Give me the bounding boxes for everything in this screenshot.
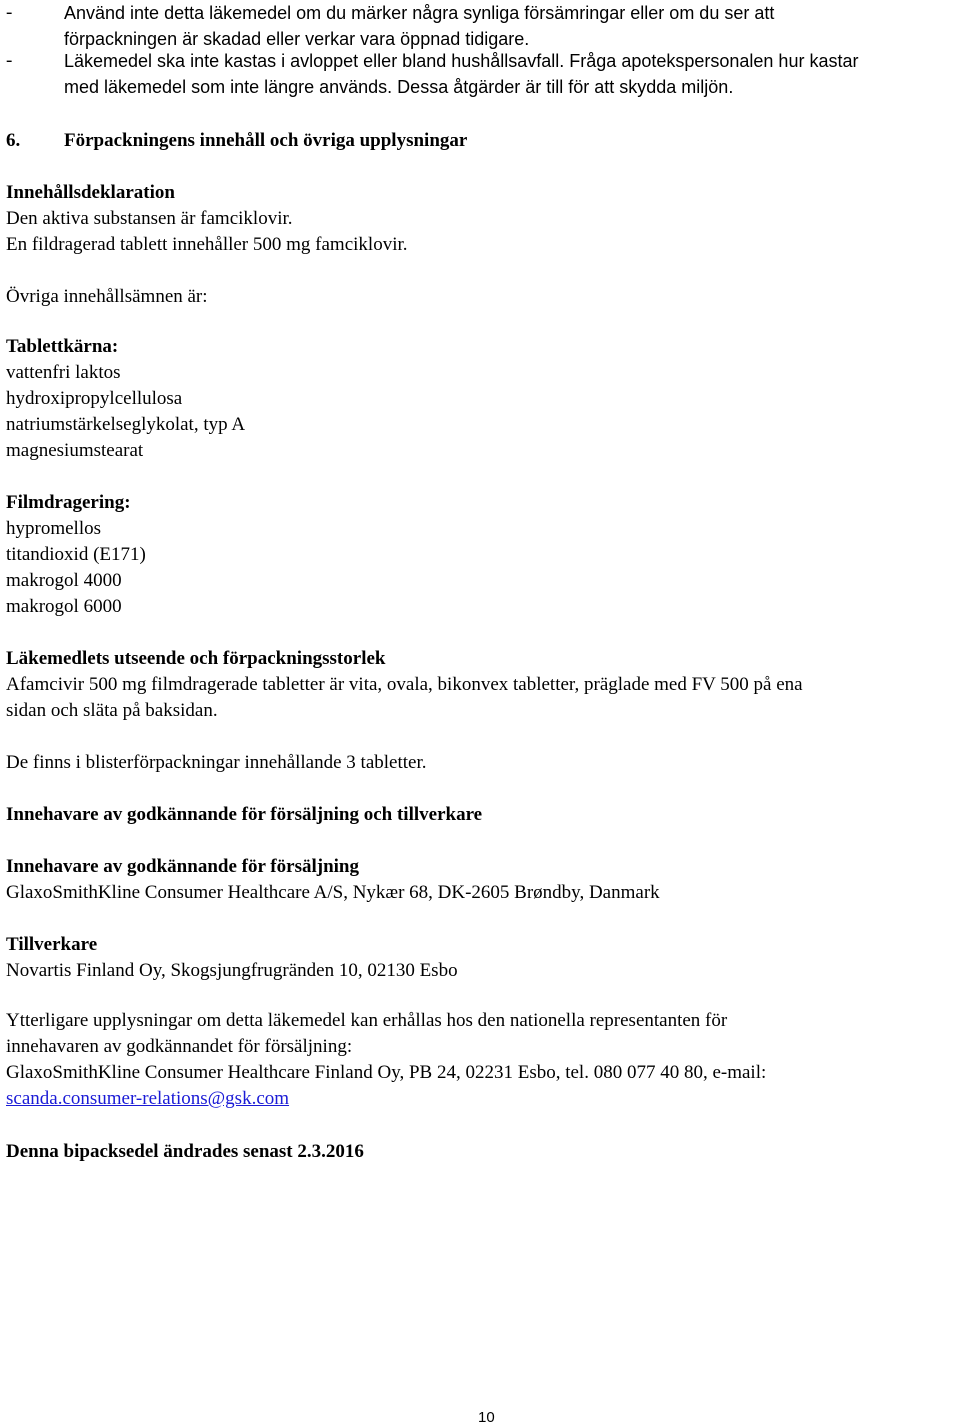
bullet-text — [64, 0, 774, 52]
text-line: Använd inte detta läkemedel om du märker några synliga försämringar eller om du ser att — [64, 3, 775, 23]
mah-heading: Innehavare av godkännande för försäljning — [6, 856, 359, 877]
further-info-block — [6, 1008, 766, 1112]
text-line: sidan och släta på baksidan. — [6, 700, 218, 721]
tablet-core-block — [6, 334, 245, 464]
appearance-heading: Läkemedlets utseende och förpackningsstorlek — [6, 648, 386, 669]
ingredient-item: hydroxipropylcellulosa — [6, 388, 183, 409]
ingredient-item: makrogol 6000 — [6, 596, 122, 617]
text-line: En fildragerad tablett innehåller 500 mg famciklovir. — [6, 234, 408, 255]
text-line: Den aktiva substansen är famciklovir. — [6, 208, 293, 229]
film-coating-block — [6, 490, 146, 620]
ingredient-item: natriumstärkelseglykolat, typ A — [6, 414, 246, 435]
ingredient-item: titandioxid (E171) — [6, 544, 146, 565]
page-number: 10 — [478, 1409, 495, 1426]
text-line: Afamcivir 500 mg filmdragerade tabletter är vita, ovala, bikonvex tabletter, präglade med FV 500 på ena — [6, 674, 803, 695]
packaging-text: De finns i blisterförpackningar innehållande 3 tabletter. — [6, 752, 427, 773]
section-heading — [6, 128, 956, 154]
bullet-dash: - — [6, 50, 13, 71]
tablet-core-heading: Tablettkärna: — [6, 336, 119, 357]
revision-date: Denna bipacksedel ändrades senast 2.3.2016 — [6, 1141, 364, 1162]
bullet-dash: - — [6, 2, 13, 23]
mah-block — [6, 854, 660, 906]
section-title: Förpackningens innehåll och övriga upplysningar — [64, 130, 468, 151]
mah-manufacturer-heading: Innehavare av godkännande för försäljning och tillverkare — [6, 804, 483, 825]
text-line: Läkemedel ska inte kastas i avloppet eller bland hushållsavfall. Fråga apotekspersonalen hur kastar — [64, 51, 859, 71]
other-ingredients-intro: Övriga innehållsämnen är: — [6, 286, 208, 307]
ingredient-item: hypromellos — [6, 518, 101, 539]
ingredient-item: magnesiumstearat — [6, 440, 144, 461]
section-number: 6. — [6, 130, 21, 151]
email-link[interactable]: scanda.consumer-relations@gsk.com — [6, 1088, 290, 1109]
ingredient-item: makrogol 4000 — [6, 570, 122, 591]
appearance-block — [6, 646, 803, 724]
manufacturer-address: Novartis Finland Oy, Skogsjungfrugränden 10, 02130 Esbo — [6, 960, 458, 981]
bullet-text — [64, 48, 858, 100]
text-line: med läkemedel som inte längre används. Dessa åtgärder är till för att skydda miljön. — [64, 77, 734, 97]
manufacturer-heading: Tillverkare — [6, 934, 98, 955]
manufacturer-block — [6, 932, 458, 984]
text-line: Ytterligare upplysningar om detta läkemedel kan erhållas hos den nationella representanten för — [6, 1010, 728, 1031]
mah-address: GlaxoSmithKline Consumer Healthcare A/S, Nykær 68, DK-2605 Brøndby, Danmark — [6, 882, 660, 903]
text-line: förpackningen är skadad eller verkar vara öppnad tidigare. — [64, 29, 530, 49]
declaration-heading: Innehållsdeklaration — [6, 182, 175, 203]
declaration-block — [6, 180, 408, 258]
text-line: GlaxoSmithKline Consumer Healthcare Finland Oy, PB 24, 02231 Esbo, tel. 080 077 40 80, e-mail: — [6, 1062, 767, 1083]
text-line: innehavaren av godkännandet för försäljning: — [6, 1036, 353, 1057]
film-coating-heading: Filmdragering: — [6, 492, 131, 513]
ingredient-item: vattenfri laktos — [6, 362, 121, 383]
